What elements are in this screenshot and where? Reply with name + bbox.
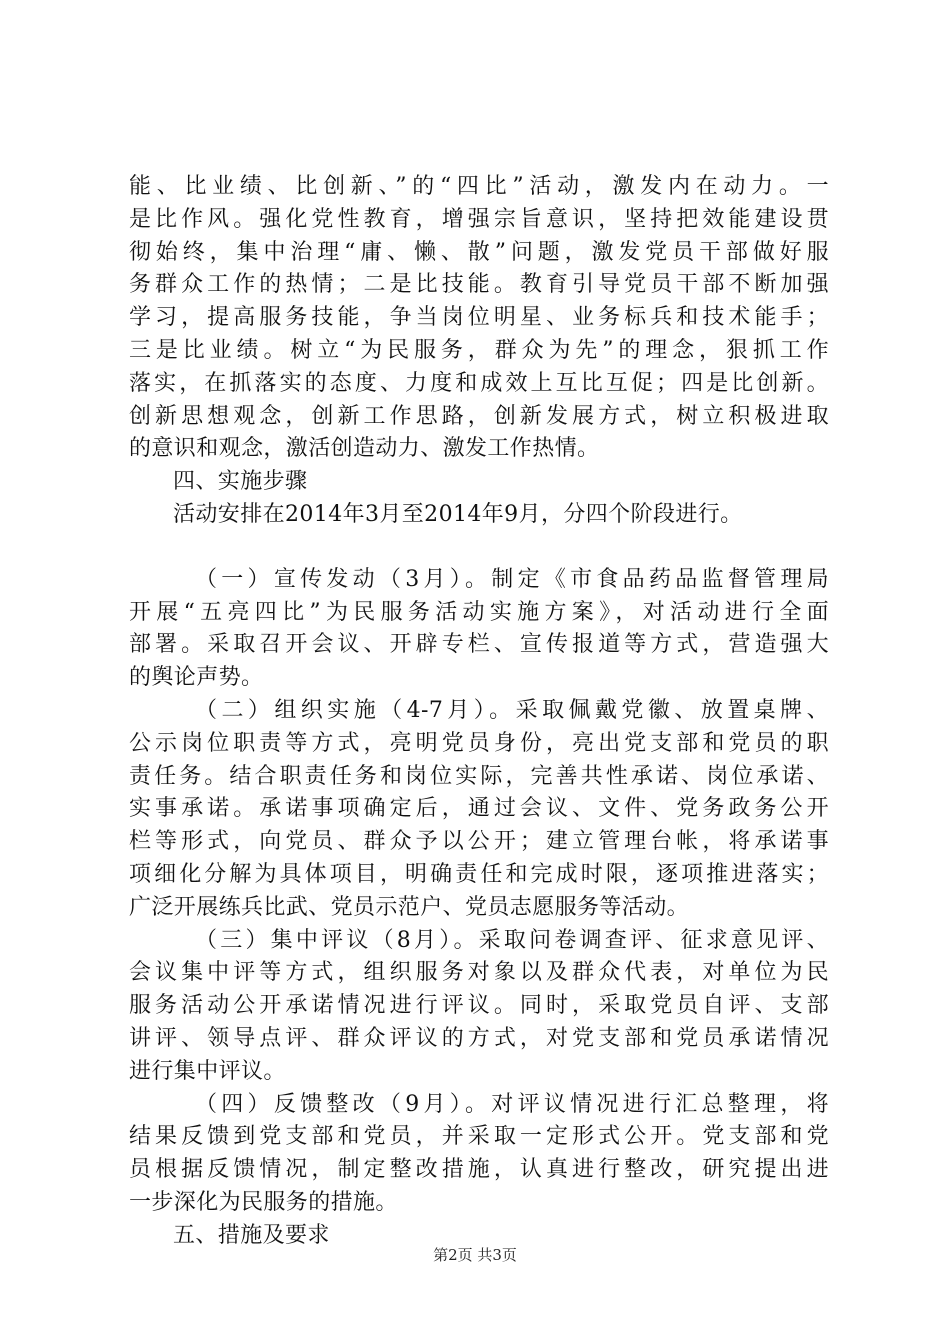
section-heading-measures: 五、措施及要求 (173, 1222, 330, 1248)
text-line: 开展“五亮四比”为民服务活动实施方案》，对活动进行全面 (129, 599, 829, 625)
text-line: 是比作风。强化党性教育，增强宗旨意识，坚持把效能建设贯 (129, 206, 829, 232)
text-line: 实事承诺。承诺事项确定后，通过会议、文件、党务政务公开 (129, 796, 829, 822)
text-line: 讲评、领导点评、群众评议的方式，对党支部和党员承诺情况 (129, 1025, 829, 1051)
text-line: （二）组织实施（4-7月）。采取佩戴党徽、放置桌牌、 (195, 697, 829, 723)
text-line: 三是比业绩。树立“为民服务，群众为先”的理念，狠抓工作 (129, 337, 829, 363)
text-line: 创新思想观念，创新工作思路，创新发展方式，树立积极进取 (129, 403, 829, 429)
section-heading-implementation-steps: 四、实施步骤 (173, 469, 308, 495)
text-line: （三）集中评议（8月）。采取问卷调查评、征求意见评、 (195, 927, 829, 953)
paragraph-stage-one (129, 564, 829, 695)
page-footer: 第2页 共3页 (433, 1246, 517, 1264)
paragraph-stage-two (129, 695, 829, 925)
text-line: 彻始终，集中治理“庸、懒、散”问题，激发党员干部做好服 (129, 239, 829, 265)
paragraph-schedule: 活动安排在2014年3月至2014年9月，分四个阶段进行。 (173, 501, 743, 527)
paragraph-stage-three (129, 925, 829, 1089)
text-line: 责任务。结合职责任务和岗位实际，完善共性承诺、岗位承诺、 (129, 763, 829, 789)
text-line: 能、比业绩、比创新、”的“四比”活动，激发内在动力。一 (129, 174, 829, 199)
text-line: （一）宣传发动（3月）。制定《市食品药品监督管理局 (195, 566, 829, 592)
text-line: 广泛开展练兵比武、党员示范户、党员志愿服务等活动。 (129, 894, 690, 920)
paragraph-gap (129, 532, 829, 564)
text-line: 公示岗位职责等方式，亮明党员身份，亮出党支部和党员的职 (129, 730, 829, 756)
text-line: 项细化分解为具体项目，明确责任和完成时限，逐项推进落实； (129, 861, 829, 887)
text-line: 会议集中评等方式，组织服务对象以及群众代表，对单位为民 (129, 960, 829, 986)
text-line: 结果反馈到党支部和党员，并采取一定形式公开。党支部和党 (129, 1124, 829, 1150)
paragraph-four-comparisons (129, 171, 829, 466)
text-line: 落实，在抓落实的态度、力度和成效上互比互促；四是比创新。 (129, 370, 829, 396)
text-line: 务群众工作的热情；二是比技能。教育引导党员干部不断加强 (129, 272, 829, 298)
text-line: 服务活动公开承诺情况进行评议。同时，采取党员自评、支部 (129, 993, 829, 1019)
text-line: 学习，提高服务技能，争当岗位明星、业务标兵和技术能手； (129, 305, 829, 331)
paragraph-stage-four (129, 1089, 829, 1220)
text-line: （四）反馈整改（9月）。对评议情况进行汇总整理，将 (195, 1091, 829, 1117)
text-line: 的舆论声势。 (129, 665, 264, 691)
text-line: 部署。采取召开会议、开辟专栏、宣传报道等方式，营造强大 (129, 632, 829, 658)
text-line: 一步深化为民服务的措施。 (129, 1189, 398, 1215)
text-line: 员根据反馈情况，制定整改措施，认真进行整改，研究提出进 (129, 1157, 829, 1183)
text-line: 的意识和观念，激活创造动力、激发工作热情。 (129, 436, 600, 462)
text-line: 进行集中评议。 (129, 1058, 286, 1084)
document-body (129, 171, 829, 1253)
text-line: 栏等形式，向党员、群众予以公开；建立管理台帐，将承诺事 (129, 829, 829, 855)
